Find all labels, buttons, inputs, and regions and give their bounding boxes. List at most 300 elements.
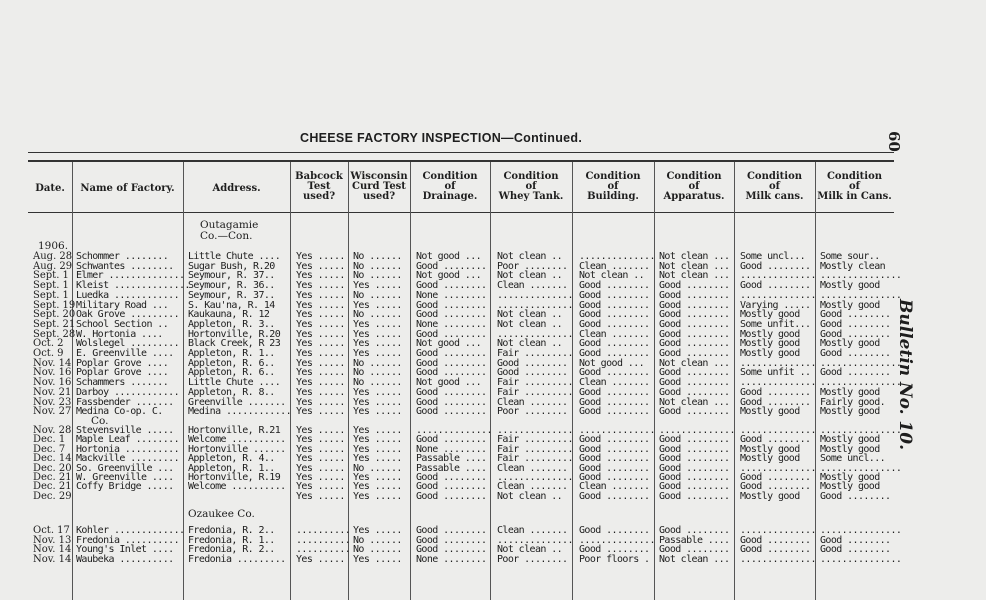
cell-date: Sept. 1 <box>33 280 69 292</box>
cell-date: Dec. 20 <box>33 462 72 474</box>
cell-building: Good ........ <box>579 490 650 502</box>
cell-apparatus: Good ........ <box>659 338 730 350</box>
cell-apparatus: Not clean ... <box>659 357 730 369</box>
cell-babcock: Yes ..... <box>296 490 345 502</box>
cell-curd: Yes ..... <box>353 299 402 311</box>
cell-apparatus: Good ........ <box>659 406 730 418</box>
cell-babcock: Yes ..... <box>296 289 345 301</box>
cell-cans: .............. <box>740 357 816 369</box>
column-header-whey: Condition of Whey Tank. <box>498 171 564 202</box>
cell-curd: No ...... <box>353 357 402 369</box>
cell-address: Appleton, R. 6.. <box>188 357 275 369</box>
cell-address: Appleton, R. 3.. <box>188 318 275 330</box>
cell-milk: Mostly good <box>820 434 880 446</box>
cell-address: Hortonville, R.20 <box>188 328 281 340</box>
cell-whey: Fair ......... <box>497 453 573 465</box>
cell-date: Nov. 14 <box>33 553 72 565</box>
cell-babcock: Yes ..... <box>296 406 345 418</box>
cell-apparatus: Good ........ <box>659 289 730 301</box>
cell-whey: Not clean .. <box>497 270 563 282</box>
cell-whey: Clean ....... <box>497 525 568 536</box>
cell-whey: Not clean .. <box>497 544 563 556</box>
cell-curd: Yes ..... <box>353 425 402 436</box>
cell-milk: ............... <box>820 462 902 474</box>
cell-address: Appleton, R. 4.. <box>188 453 275 465</box>
cell-date: Nov. 16 <box>33 377 72 389</box>
cell-building: Good ........ <box>579 299 650 311</box>
cell-name: Stevensville ..... <box>76 425 174 436</box>
cell-whey: Poor ........ <box>497 553 568 565</box>
cell-date: Sept. 19 <box>33 299 76 311</box>
cell-building: Good ........ <box>579 462 650 474</box>
cell-drainage: Good ........ <box>416 299 487 311</box>
cell-babcock: Yes ..... <box>296 443 345 455</box>
cell-date: Nov. 14 <box>33 544 72 556</box>
cell-drainage: Good ........ <box>416 481 487 493</box>
cell-date: Nov. 21 <box>33 386 72 398</box>
cell-name: Mackville ......... <box>76 453 179 465</box>
cell-babcock: Yes ..... <box>296 396 345 408</box>
cell-babcock: Yes ..... <box>296 386 345 398</box>
cell-whey: .............. <box>497 534 573 546</box>
cell-building: Poor floors . <box>579 553 650 565</box>
cell-drainage: .............. <box>416 425 492 436</box>
cell-apparatus: Good ........ <box>659 490 730 502</box>
cell-milk: Mostly good <box>820 406 880 418</box>
cell-milk: ............... <box>820 425 902 436</box>
cell-apparatus: Good ........ <box>659 348 730 359</box>
cell-curd: No ...... <box>353 289 402 301</box>
cell-name: W. Greenville .... <box>76 472 174 483</box>
cell-babcock: Yes ..... <box>296 318 345 330</box>
cell-cans: Varying ..... <box>740 299 811 311</box>
cell-cans: Good ........ <box>740 260 811 272</box>
cell-milk: Good ........ <box>820 348 891 359</box>
cell-building: Good ........ <box>579 386 650 398</box>
cell-date: Dec. 21 <box>33 472 72 483</box>
cell-babcock: Yes ..... <box>296 367 345 379</box>
cell-date: Nov. 16 <box>33 367 72 379</box>
cell-apparatus: .............. <box>659 425 735 436</box>
cell-name <box>76 491 180 502</box>
cell-milk: Mostly good <box>820 338 880 350</box>
cell-milk: Mostly good <box>820 299 880 311</box>
cell-drainage: Good ........ <box>416 544 487 556</box>
cell-whey: Not clean .. <box>497 338 563 350</box>
cell-cans: .............. <box>740 289 816 301</box>
cell-curd: Yes ..... <box>353 348 402 359</box>
cell-address: Greenville ....... <box>188 396 286 408</box>
cell-building: Good ........ <box>579 443 650 455</box>
cell-date: Sept. 21 <box>33 318 76 330</box>
cell-milk: Some sour.. <box>820 251 880 262</box>
cell-curd: Yes ..... <box>353 434 402 446</box>
cell-drainage: Good ........ <box>416 386 487 398</box>
cell-whey: Clean ....... <box>497 462 568 474</box>
cell-whey: Not clean .. <box>497 309 563 321</box>
county-heading-outagamie: Outagamie Co.—Con. <box>200 219 259 242</box>
cell-date: Dec. 29 <box>33 490 72 502</box>
cell-building: Good ........ <box>579 309 650 321</box>
cell-drainage: Good ........ <box>416 525 487 536</box>
page-number: 60 <box>885 131 903 152</box>
cell-name: Poplar Grove .... <box>76 357 169 369</box>
cell-date: Dec. 14 <box>33 453 72 465</box>
cell-drainage: Good ........ <box>416 328 487 340</box>
cell-date: Aug. 28 <box>33 251 73 262</box>
cell-milk: ............... <box>820 289 902 301</box>
cell-curd: Yes ..... <box>353 338 402 350</box>
cell-whey: Fair ......... <box>497 348 573 359</box>
cell-cans: Mostly good <box>740 309 800 321</box>
cell-curd: Yes ..... <box>353 481 402 493</box>
cell-date: Nov. 23 <box>33 396 72 408</box>
cell-milk: Good ........ <box>820 544 891 556</box>
column-header-milk: Condition of Milk in Cans. <box>817 171 892 202</box>
cell-date: Sept. 28 <box>33 328 76 340</box>
cell-curd: No ...... <box>353 377 402 389</box>
cell-cans: Good ........ <box>740 386 811 398</box>
page-title: CHEESE FACTORY INSPECTION—Continued. <box>300 131 583 145</box>
cell-drainage: Good ........ <box>416 490 487 502</box>
cell-babcock: Yes ..... <box>296 434 345 446</box>
cell-address: Fredonia, R. 2.. <box>188 544 275 556</box>
cell-drainage: None ........ <box>416 443 487 455</box>
cell-milk: Mostly good <box>820 472 880 483</box>
cell-cans: Mostly good <box>740 328 800 340</box>
cell-whey: .............. <box>497 299 573 311</box>
cell-cans: Good ........ <box>740 481 811 493</box>
cell-cans: Mostly good <box>740 338 800 350</box>
cell-name: Military Road ... <box>76 299 169 311</box>
cell-babcock: Yes ..... <box>296 453 345 465</box>
cell-building: Not good ... <box>579 357 645 369</box>
cell-address: Hortonville ...... <box>188 443 286 455</box>
cell-babcock: Yes ..... <box>296 481 345 493</box>
cell-date: Oct. 2 <box>33 338 64 350</box>
cell-name: Oak Grove ......... <box>76 309 179 321</box>
cell-babcock: Yes ..... <box>296 260 345 272</box>
cell-cans: Good ........ <box>740 280 811 292</box>
cell-cans: .............. <box>740 425 816 436</box>
cell-babcock: Yes ..... <box>296 299 345 311</box>
cell-drainage: Good ........ <box>416 534 487 546</box>
cell-address: Appleton, R. 1.. <box>188 348 275 359</box>
cell-whey: Poor ........ <box>497 406 568 418</box>
cell-curd: Yes ..... <box>353 386 402 398</box>
cell-drainage: None ........ <box>416 553 487 565</box>
cell-milk: ............... <box>820 525 902 536</box>
cell-babcock: Yes ..... <box>296 348 345 359</box>
cell-address: Seymour, R. 37.. <box>188 270 275 282</box>
cell-babcock: Yes ..... <box>296 328 345 340</box>
cell-cans: .............. <box>740 553 816 565</box>
cell-address: Little Chute .... <box>188 251 281 262</box>
cell-drainage: Good ........ <box>416 260 487 272</box>
cell-whey: .............. <box>497 472 573 483</box>
cell-drainage: Good ........ <box>416 434 487 446</box>
cell-curd: Yes ..... <box>353 396 402 408</box>
cell-drainage: Good ........ <box>416 309 487 321</box>
cell-milk: Good ........ <box>820 328 891 340</box>
cell-address: Black Creek, R 23 <box>188 338 281 350</box>
cell-curd: Yes ..... <box>353 490 402 502</box>
cell-apparatus: Good ........ <box>659 525 730 536</box>
cell-cans: Mostly good <box>740 490 800 502</box>
cell-name: Schammers ....... <box>76 377 169 389</box>
cell-babcock: Yes ..... <box>296 377 345 389</box>
cell-name: Schwantes ........ <box>76 260 174 272</box>
cell-name: Darboy ............ <box>76 386 179 398</box>
cell-babcock: Yes ..... <box>296 280 345 292</box>
column-header-cans: Condition of Milk cans. <box>745 171 804 202</box>
cell-drainage: Good ........ <box>416 367 487 379</box>
cell-cans: Good ........ <box>740 472 811 483</box>
cell-apparatus: Not clean ... <box>659 396 730 408</box>
cell-building: Good ........ <box>579 338 650 350</box>
cell-name: Medina Co-op. C. <box>76 406 163 418</box>
cell-name: Wolslegel ......... <box>76 338 179 350</box>
cell-babcock: Yes ..... <box>296 251 345 262</box>
cell-whey: Not clean .. <box>497 490 563 502</box>
cell-drainage: Passable .... <box>416 462 487 474</box>
cell-drainage: Good ........ <box>416 280 487 292</box>
cell-apparatus: Good ........ <box>659 377 730 389</box>
cell-whey: .............. <box>497 328 573 340</box>
cell-name: Coffy Bridge ..... <box>76 481 174 493</box>
cell-curd: Yes ..... <box>353 453 402 465</box>
cell-building: Good ........ <box>579 472 650 483</box>
column-header-name: Name of Factory. <box>80 183 175 194</box>
cell-building: Good ........ <box>579 318 650 330</box>
cell-address: Fredonia ......... <box>188 553 286 565</box>
cell-building: Clean ....... <box>579 377 650 389</box>
cell-drainage: Not good ... <box>416 338 482 350</box>
cell-building: Good ........ <box>579 396 650 408</box>
cell-drainage: Good ........ <box>416 357 487 369</box>
cell-cans: Mostly good <box>740 443 800 455</box>
cell-apparatus: Passable .... <box>659 534 730 546</box>
cell-apparatus: Good ........ <box>659 481 730 493</box>
cell-milk: Good ........ <box>820 534 891 546</box>
cell-whey: Fair ......... <box>497 386 573 398</box>
cell-milk: ............... <box>820 553 902 565</box>
cell-date: Dec. 21 <box>33 481 72 493</box>
cell-date: Dec. 7 <box>33 443 66 455</box>
cell-milk: Mostly good <box>820 443 880 455</box>
cell-whey: Poor ........ <box>497 260 568 272</box>
cell-name: Hortonia .......... <box>76 443 179 455</box>
column-header-curd: Wisconsin Curd Test used? <box>350 171 408 202</box>
cell-apparatus: Good ........ <box>659 309 730 321</box>
cell-name: W. Hortonia .... <box>76 328 163 340</box>
cell-address: Hortonville, R.19 <box>188 472 281 483</box>
cell-whey: Clean ....... <box>497 396 568 408</box>
cell-building: Clean ....... <box>579 260 650 272</box>
cell-milk: ............... <box>820 270 902 282</box>
cell-milk: Mostly clean <box>820 260 886 272</box>
cell-address: Little Chute .... <box>188 377 281 389</box>
cell-cans: Some unfit... <box>740 318 811 330</box>
cell-name: Waubeka .......... <box>76 553 174 565</box>
cell-date: Sept. 1 <box>33 289 69 301</box>
cell-apparatus: Good ........ <box>659 453 730 465</box>
cell-building: Good ........ <box>579 434 650 446</box>
cell-babcock: .......... <box>296 534 351 546</box>
cell-whey: Clean ....... <box>497 481 568 493</box>
cell-babcock: Yes ..... <box>296 425 345 436</box>
cell-name: Elmer .............. <box>76 270 185 282</box>
cell-curd: No ...... <box>353 260 402 272</box>
cell-building: Clean ....... <box>579 481 650 493</box>
cell-milk: Fairly good. <box>820 396 886 408</box>
cell-cans: Mostly good <box>740 406 800 418</box>
cell-address: S. Kau'na, R. 14 <box>188 299 275 311</box>
cell-milk: ............... <box>820 377 902 389</box>
cell-name: Young's Inlet .... <box>76 544 174 556</box>
cell-curd: No ...... <box>353 367 402 379</box>
cell-cans: .............. <box>740 525 816 536</box>
cell-date: Oct. 17 <box>33 525 70 536</box>
cell-address <box>188 491 287 502</box>
cell-curd: No ...... <box>353 462 402 474</box>
cell-date: Dec. 1 <box>33 434 66 446</box>
cell-address: Sugar Bush, R.20 <box>188 260 275 272</box>
cell-cans: .............. <box>740 377 816 389</box>
cell-whey: Not clean .. <box>497 251 563 262</box>
cell-date: Aug. 29 <box>33 260 73 272</box>
cell-cans: Mostly good <box>740 348 800 359</box>
cell-babcock: Yes ..... <box>296 462 345 474</box>
cell-apparatus: Good ........ <box>659 434 730 446</box>
cell-babcock: Yes ..... <box>296 472 345 483</box>
cell-name: Fredonia .......... <box>76 534 179 546</box>
cell-babcock: Yes ..... <box>296 338 345 350</box>
cell-cans: .............. <box>740 270 816 282</box>
cell-cans: Good ........ <box>740 534 811 546</box>
cell-whey: Good ........ <box>497 367 568 379</box>
cell-name: Kleist .............. <box>76 280 190 292</box>
cell-address: Fredonia, R. 1.. <box>188 534 275 546</box>
cell-name: Luedka ............ <box>76 289 179 301</box>
cell-milk: Good ........ <box>820 367 891 379</box>
cell-date: Sept. 1 <box>33 270 69 282</box>
cell-apparatus: Good ........ <box>659 544 730 556</box>
cell-apparatus: Good ........ <box>659 318 730 330</box>
cell-babcock: .......... <box>296 544 351 556</box>
cell-drainage: Good ........ <box>416 348 487 359</box>
cell-date: Sept. 20 <box>33 309 76 321</box>
cell-curd: No ...... <box>353 251 402 262</box>
cell-address: Medina ............ <box>188 406 291 418</box>
cell-curd: No ...... <box>353 270 402 282</box>
cell-apparatus: Not clean ... <box>659 251 730 262</box>
cell-name: Fassbender ....... <box>76 396 174 408</box>
column-header-date: Date. <box>35 183 65 194</box>
cell-apparatus: Good ........ <box>659 472 730 483</box>
running-head: Bulletin No. 10. <box>895 299 915 451</box>
cell-name: Poplar Grove .... <box>76 367 169 379</box>
cell-address: Welcome .......... <box>188 434 286 446</box>
cell-whey: Fair ......... <box>497 434 573 446</box>
cell-building: Good ........ <box>579 280 650 292</box>
cell-apparatus: Good ........ <box>659 367 730 379</box>
cell-building: Good ........ <box>579 544 650 556</box>
cell-address: Kaukauna, R. 12 <box>188 309 270 321</box>
cell-whey: Fair ......... <box>497 443 573 455</box>
cell-curd: Yes ..... <box>353 472 402 483</box>
cell-address: Seymour, R. 37.. <box>188 289 275 301</box>
cell-building: Good ........ <box>579 525 650 536</box>
cell-curd: Yes ..... <box>353 525 402 536</box>
cell-apparatus: Good ........ <box>659 462 730 474</box>
cell-building: Good ........ <box>579 289 650 301</box>
cell-drainage: Not good ... <box>416 251 482 262</box>
cell-apparatus: Good ........ <box>659 299 730 311</box>
cell-whey: Not clean .. <box>497 318 563 330</box>
cell-date: Nov. 14 <box>33 357 72 369</box>
cell-date: Nov. 28 <box>33 425 72 436</box>
cell-address: Welcome .......... <box>188 481 286 493</box>
cell-drainage: Not good ... <box>416 377 482 389</box>
cell-milk: ............... <box>820 357 902 369</box>
cell-date: Nov. 27 <box>33 406 72 418</box>
column-header-apparatus: Condition of Apparatus. <box>663 171 725 202</box>
cell-cans: Some uncl... <box>740 251 806 262</box>
cell-curd: No ...... <box>353 534 402 546</box>
column-header-address: Address. <box>212 183 261 194</box>
cell-address: Appleton, R. 6.. <box>188 367 275 379</box>
cell-apparatus: Not clean ... <box>659 260 730 272</box>
cell-building: Clean ....... <box>579 328 650 340</box>
column-header-drainage: Condition of Drainage. <box>422 171 478 202</box>
cell-curd: Yes ..... <box>353 328 402 340</box>
cell-cans: Good ........ <box>740 434 811 446</box>
cell-name: Kohler ............. <box>76 525 185 536</box>
cell-apparatus: Good ........ <box>659 280 730 292</box>
cell-whey: .............. <box>497 425 573 436</box>
cell-curd: Yes ..... <box>353 553 402 565</box>
cell-drainage: Passable .... <box>416 453 487 465</box>
county-heading-ozaukee: Ozaukee Co. <box>188 508 255 520</box>
cell-date: Oct. 9 <box>33 348 64 359</box>
cell-name: Schommer ........ <box>76 251 169 262</box>
cell-address: Seymour, R. 36.. <box>188 280 275 292</box>
cell-apparatus: Good ........ <box>659 328 730 340</box>
cell-cans: Good ........ <box>740 544 811 556</box>
cell-drainage: None ........ <box>416 289 487 301</box>
cell-date: Nov. 13 <box>33 534 72 546</box>
cell-address: Hortonville, R.21 <box>188 425 281 436</box>
cell-curd: No ...... <box>353 309 402 321</box>
cell-name: School Section .. <box>76 318 169 330</box>
cell-curd: No ...... <box>353 544 402 556</box>
cell-drainage: None ........ <box>416 318 487 330</box>
cell-babcock: Yes ..... <box>296 553 345 565</box>
cell-cans: .............. <box>740 462 816 474</box>
cell-whey: .............. <box>497 289 573 301</box>
cell-apparatus: Not clean ... <box>659 270 730 282</box>
cell-building: Good ........ <box>579 453 650 465</box>
cell-building: Good ........ <box>579 348 650 359</box>
cell-name: Maple Leaf ........ <box>76 434 179 446</box>
cell-whey: Clean ....... <box>497 280 568 292</box>
cell-cans: Mostly good <box>740 453 800 465</box>
cell-building: Not clean .. <box>579 270 645 282</box>
cell-babcock: Yes ..... <box>296 309 345 321</box>
cell-drainage: Good ........ <box>416 396 487 408</box>
cell-apparatus: Good ........ <box>659 386 730 398</box>
